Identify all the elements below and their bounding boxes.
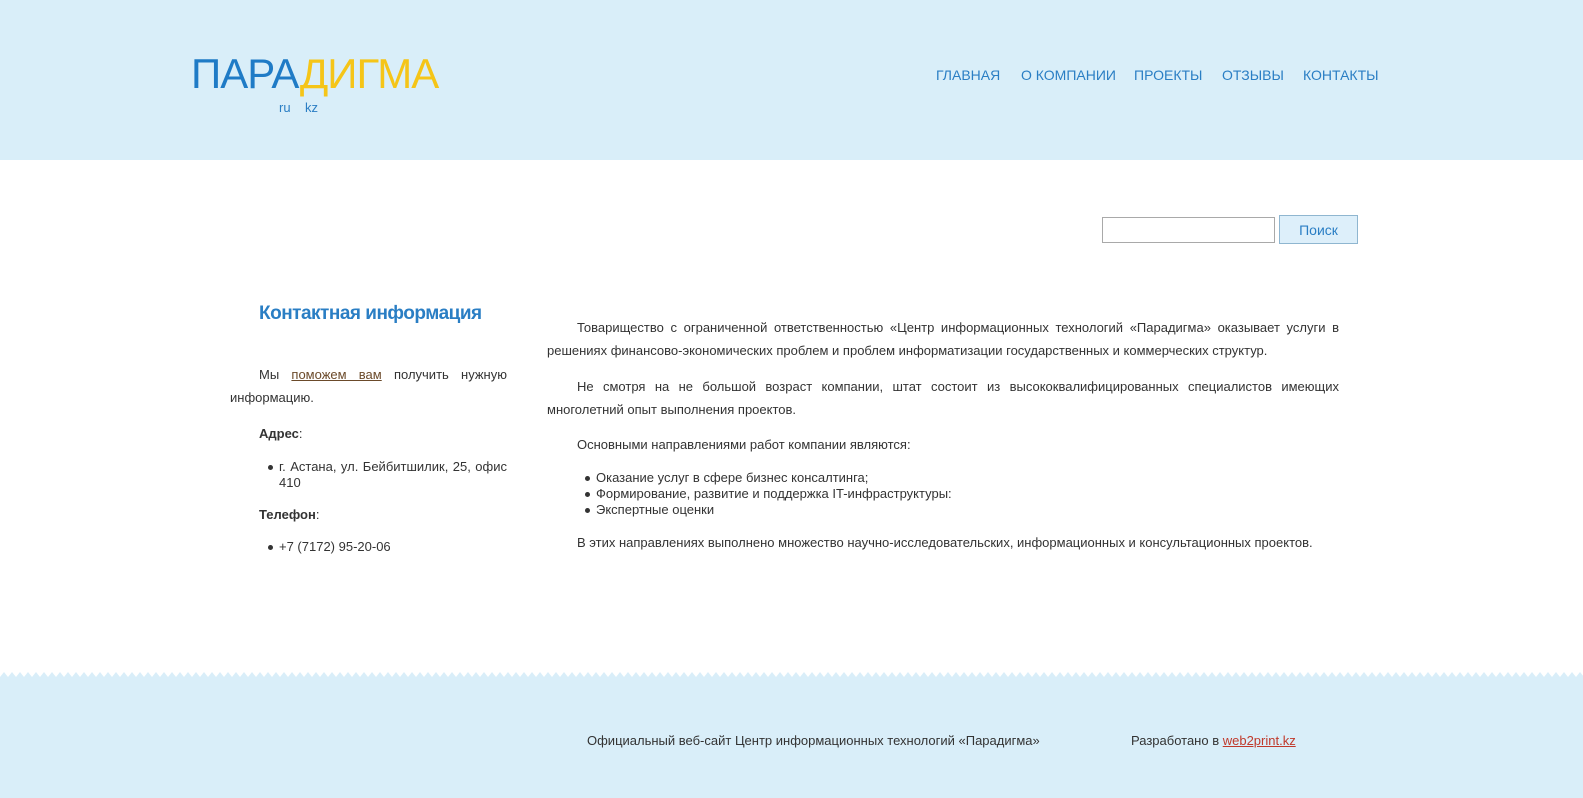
- main-paragraph-3: Основными направлениями работ компании являются:: [577, 437, 911, 452]
- address-value: г. Астана, ул. Бейбитшилик, 25, офис 410: [279, 459, 507, 490]
- list-item: Оказание услуг в сфере бизнес консалтинга;: [596, 470, 869, 485]
- main-paragraph-2: Не смотря на не большой возраст компании, штат состоит из высококвалифицированных специалистов имеющих многолетний опыт выполнения проектов.: [547, 379, 1339, 417]
- sidebar-title: Контактная информация: [259, 303, 482, 324]
- bullet-icon: [585, 476, 590, 481]
- main-paragraph-4: В этих направлениях выполнено множество научно-исследовательских, информационных и консультационных проектов.: [577, 535, 1313, 550]
- header-zigzag-border: [0, 148, 1583, 160]
- phone-value: +7 (7172) 95-20-06: [279, 539, 391, 554]
- search-input[interactable]: [1102, 217, 1275, 243]
- footer-zigzag-border: [0, 670, 1583, 682]
- lang-kz-link[interactable]: kz: [305, 100, 318, 115]
- nav-home[interactable]: ГЛАВНАЯ: [936, 67, 1001, 83]
- developer-link[interactable]: web2print.kz: [1222, 733, 1296, 748]
- bullet-icon: [585, 492, 590, 497]
- phone-label: Телефон:: [259, 507, 320, 522]
- address-label: Адрес:: [259, 426, 303, 441]
- search-button[interactable]: Поиск: [1279, 215, 1358, 244]
- lang-ru-link[interactable]: ru: [279, 100, 291, 115]
- footer-official-text: Официальный веб-сайт Центр информационных технологий «Парадигма»: [587, 733, 1040, 748]
- nav-contacts[interactable]: КОНТАКТЫ: [1303, 67, 1379, 83]
- help-link[interactable]: поможем вам: [291, 367, 382, 382]
- list-item: Экспертные оценки: [596, 502, 715, 517]
- main-paragraph-1: Товарищество с ограниченной ответственностью «Центр информационных технологий «Парадигма» оказывает услуги в решениях финансово-экономических проблем и проблем информатизации государственных и коммерческих структур.: [547, 320, 1339, 358]
- footer-developer: Разработано в web2print.kz: [1131, 733, 1296, 748]
- logo[interactable]: ПАРАДИГМА: [191, 50, 439, 97]
- sidebar-intro: Мы поможем вам получить нужную информацию.: [230, 367, 507, 405]
- list-item: Формирование, развитие и поддержка IT-инфраструктуры:: [596, 486, 952, 501]
- bullet-icon: [268, 465, 273, 470]
- nav-about[interactable]: О КОМПАНИИ: [1021, 67, 1116, 83]
- bullet-icon: [268, 545, 273, 550]
- bullet-icon: [585, 508, 590, 513]
- nav-projects[interactable]: ПРОЕКТЫ: [1134, 67, 1203, 83]
- nav-reviews[interactable]: ОТЗЫВЫ: [1222, 67, 1284, 83]
